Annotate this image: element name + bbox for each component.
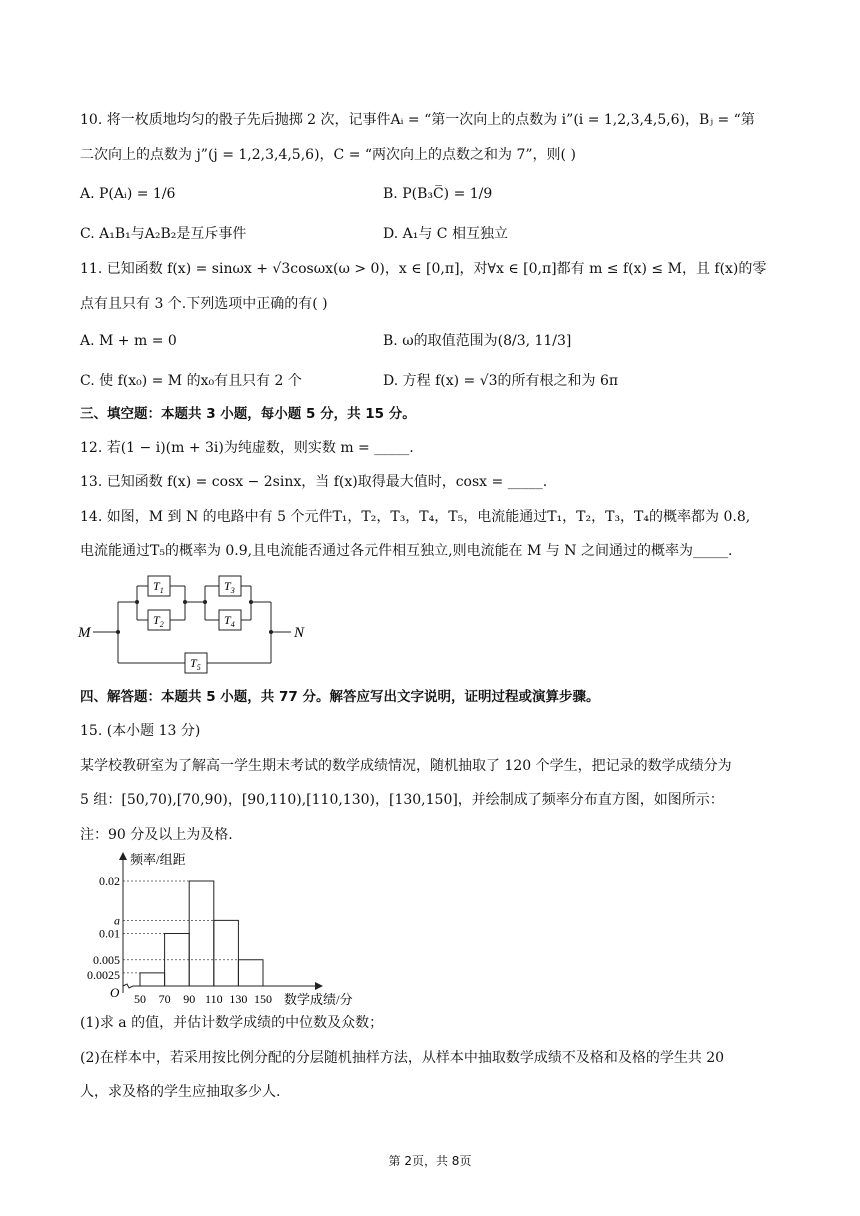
q11-option-c: C. 使 f(x₀) = M 的x₀有且只有 2 个: [80, 373, 302, 389]
circuit-label-t1: $T_1$: [153, 579, 164, 595]
histogram-bar: [238, 960, 263, 986]
circuit-label-t3: $T_3$: [224, 579, 235, 595]
section3-heading: 三、填空题：本题共 3 小题，每小题 5 分，共 15 分。: [80, 406, 416, 422]
q14-stem-line1: 14. 如图，M 到 N 的电路中有 5 个元件T₁，T₂，T₃，T₄，T₅，电流能通过T₁，T₂，T₃，T₄的概率都为 0.8,: [80, 509, 751, 525]
x-tick-label: 90: [183, 992, 196, 1006]
y-axis-title: 频率/组距: [130, 852, 186, 867]
y-tick-label: a: [114, 913, 120, 928]
q11-stem-line1: 11. 已知函数 f(x) = sinωx + √3cosωx(ω > 0)，x ∈ [0,π]，对∀x ∈ [0,π]都有 m ≤ f(x) ≤ M，且 f(x)的零: [80, 261, 767, 277]
section4-heading: 四、解答题：本题共 5 小题，共 77 分。解答应写出文字说明，证明过程或演算步骤。: [80, 689, 600, 705]
q12-text: 12. 若(1 − i)(m + 3i)为纯虚数，则实数 m = _____.: [80, 440, 414, 456]
q11-option-d: D. 方程 f(x) = √3的所有根之和为 6π: [383, 373, 619, 389]
origin-label: O: [110, 985, 120, 1000]
q14-stem-line2: 电流能通过T₅的概率为 0.9,且电流能否通过各元件相互独立,则电流能在 M 与 N 之间通过的概率为_____.: [80, 543, 733, 559]
histogram-bar: [214, 920, 239, 986]
q11-option-a: A. M + m = 0: [80, 333, 177, 349]
y-tick-label: 0.0025: [87, 967, 120, 982]
circuit-node-n: N: [294, 625, 305, 641]
q10-option-b: B. P(B₃C̅) = 1/9: [383, 186, 493, 202]
q15-part2-line1: (2)在样本中，若采用按比例分配的分层随机抽样方法，从样本中抽取数学成绩不及格和及格的学生共 20: [80, 1050, 725, 1066]
circuit-diagram: [75, 568, 315, 678]
x-axis-title: 数学成绩/分: [284, 992, 353, 1007]
q15-part2-line2: 人，求及格的学生应抽取多少人.: [80, 1084, 281, 1100]
q15-stem-line2: 5 组：[50,70),[70,90)，[90,110),[110,130)，[130,150]，并绘制成了频率分布直方图，如图所示：: [80, 792, 724, 808]
q10-stem-line1: 10. 将一枚质地均匀的骰子先后抛掷 2 次，记事件Aᵢ = “第一次向上的点数为 i”(i = 1,2,3,4,5,6)，Bⱼ = “第: [80, 112, 755, 128]
x-tick-label: 150: [254, 992, 272, 1006]
q15-header: 15. (本小题 13 分): [80, 723, 201, 739]
circuit-label-t5: $T_5$: [190, 656, 201, 672]
q10-option-c: C. A₁B₁与A₂B₂是互斥事件: [80, 226, 247, 242]
q15-part1: (1)求 a 的值，并估计数学成绩的中位数及众数；: [80, 1015, 384, 1031]
q11-option-b: B. ω的取值范围为(8/3, 11/3]: [383, 333, 572, 349]
x-tick-label: 50: [134, 992, 146, 1006]
histogram-bar: [189, 881, 214, 986]
x-tick-label: 110: [205, 992, 223, 1006]
q15-note: 注：90 分及以上为及格.: [80, 827, 233, 843]
page-footer: 第 2页，共 8页: [388, 1154, 472, 1168]
histogram-bar: [140, 973, 165, 986]
x-tick-label: 130: [229, 992, 248, 1006]
q10-option-a: A. P(Aᵢ) = 1/6: [80, 186, 176, 202]
q10-stem-line2: 二次向上的点数为 j”(j = 1,2,3,4,5,6)，C = “两次向上的点数之和为 7”，则( ): [80, 147, 576, 163]
q10-option-d: D. A₁与 C 相互独立: [383, 226, 508, 242]
circuit-node-m: M: [78, 625, 91, 641]
q13-text: 13. 已知函数 f(x) = cosx − 2sinx，当 f(x)取得最大值时，cosx = _____.: [80, 474, 548, 490]
circuit-label-t4: $T_4$: [224, 613, 235, 629]
y-tick-label: 0.02: [99, 874, 120, 888]
q15-stem-line1: 某学校教研室为了解高一学生期末考试的数学成绩情况，随机抽取了 120 个学生，把记录的数学成绩分为: [80, 758, 732, 774]
circuit-label-t2: $T_2$: [153, 613, 164, 629]
y-tick-label: 0.005: [93, 952, 120, 967]
x-tick-label: 70: [158, 992, 171, 1006]
q11-stem-line2: 点有且只有 3 个.下列选项中正确的有( ): [80, 296, 328, 312]
y-tick-label: 0.01: [99, 926, 120, 941]
frequency-histogram: [78, 848, 368, 1008]
